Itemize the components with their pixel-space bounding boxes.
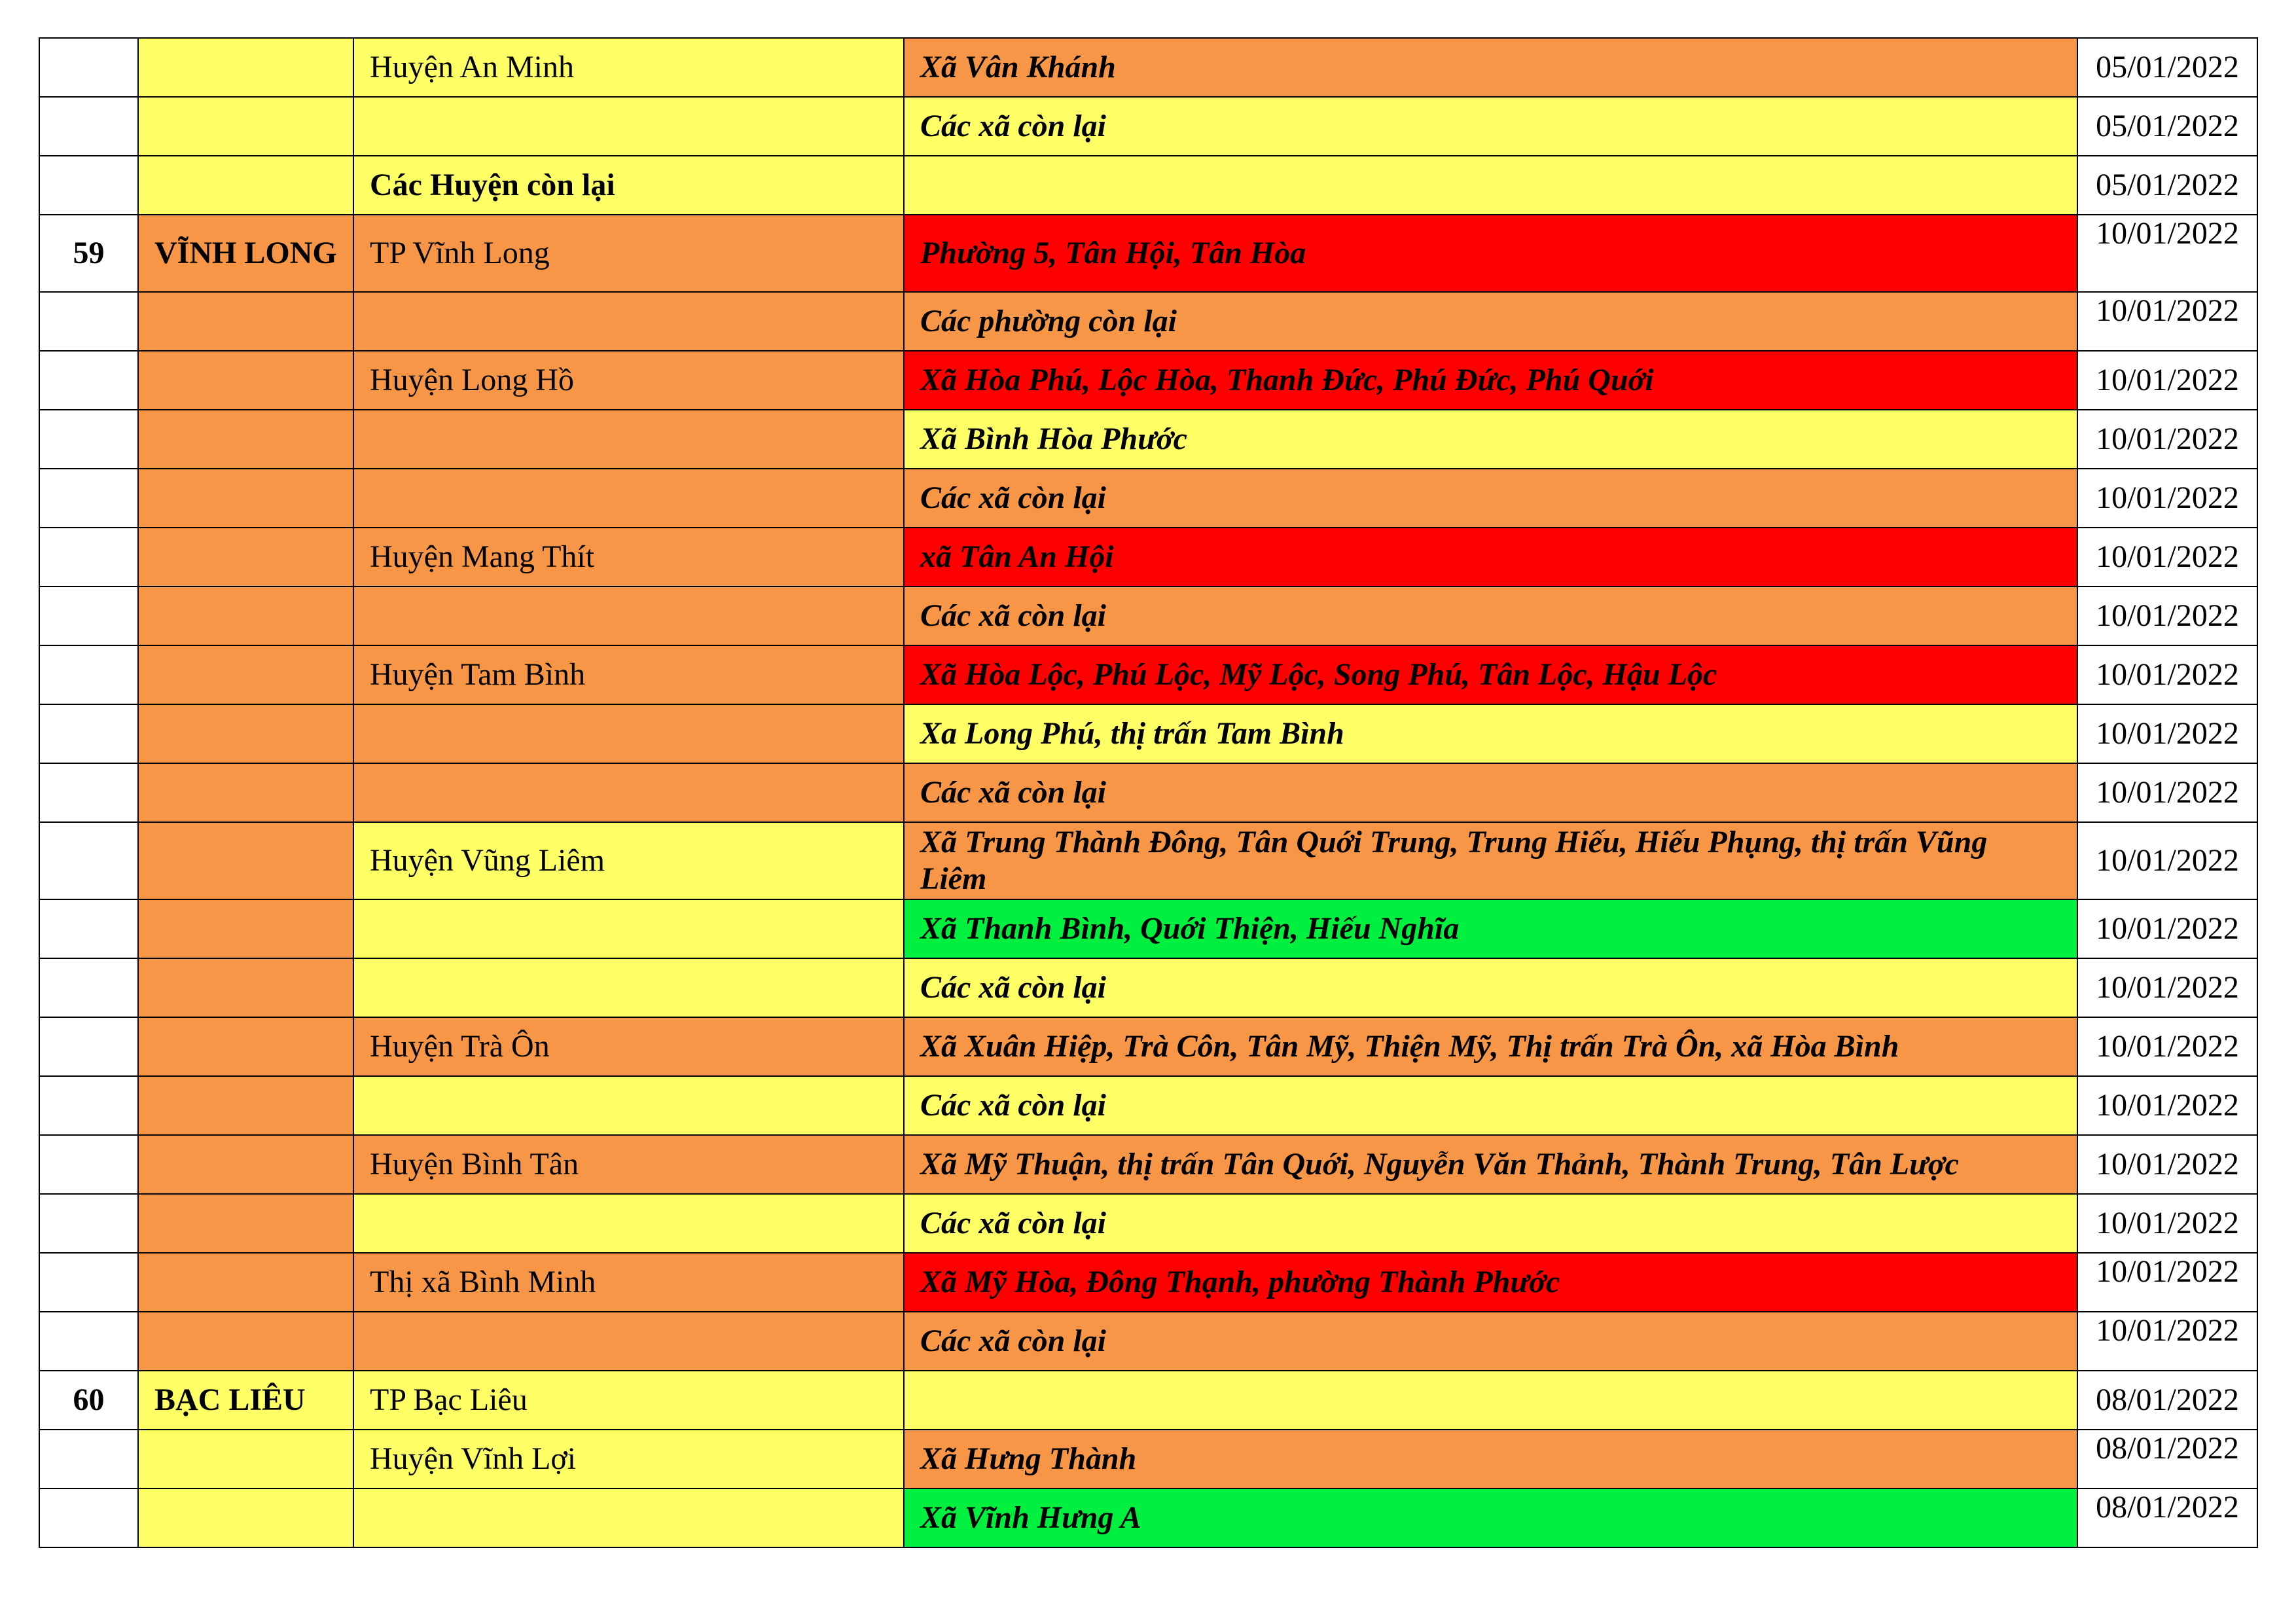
- cell-district: [353, 899, 904, 958]
- cell-district: Huyện Vĩnh Lợi: [353, 1430, 904, 1489]
- cell-province: [138, 822, 353, 899]
- table-row: [39, 215, 2257, 292]
- cell-ward: Xã Vân Khánh: [904, 38, 2077, 97]
- cell-province: [138, 292, 353, 351]
- cell-province: [138, 156, 353, 215]
- cell-ward: Các phường còn lại: [904, 292, 2077, 351]
- cell-date: 10/01/2022: [2077, 645, 2257, 704]
- cell-district: [353, 1076, 904, 1135]
- cell-ward: Các xã còn lại: [904, 958, 2077, 1017]
- cell-stt: [39, 704, 138, 763]
- cell-ward: Xã Hưng Thành: [904, 1430, 2077, 1489]
- table-row: [39, 1371, 2257, 1430]
- cell-date: 10/01/2022: [2077, 1194, 2257, 1253]
- cell-district: Huyện Tam Bình: [353, 645, 904, 704]
- table-row: [39, 528, 2257, 586]
- table-row: [39, 351, 2257, 410]
- cell-date: 10/01/2022: [2077, 410, 2257, 469]
- cell-district: [353, 1489, 904, 1547]
- table-row: [39, 1312, 2257, 1371]
- table-row: [39, 1076, 2257, 1135]
- cell-stt: [39, 645, 138, 704]
- cell-province: [138, 410, 353, 469]
- cell-date: 05/01/2022: [2077, 97, 2257, 156]
- table-row: [39, 1135, 2257, 1194]
- table-row: [39, 1194, 2257, 1253]
- cell-date: 10/01/2022: [2077, 292, 2257, 351]
- cell-district: Các Huyện còn lại: [353, 156, 904, 215]
- cell-district: [353, 1194, 904, 1253]
- cell-stt: [39, 586, 138, 645]
- cell-date: 08/01/2022: [2077, 1430, 2257, 1489]
- table-row: [39, 1253, 2257, 1312]
- cell-stt: [39, 351, 138, 410]
- cell-province: [138, 704, 353, 763]
- cell-province: [138, 763, 353, 822]
- cell-stt: [39, 763, 138, 822]
- cell-district: [353, 763, 904, 822]
- cell-district: [353, 586, 904, 645]
- cell-ward: Các xã còn lại: [904, 586, 2077, 645]
- cell-ward: Xã Bình Hòa Phước: [904, 410, 2077, 469]
- cell-ward: Các xã còn lại: [904, 1076, 2077, 1135]
- cell-province: [138, 1194, 353, 1253]
- cell-district: [353, 958, 904, 1017]
- table-row: [39, 292, 2257, 351]
- cell-province: [138, 1076, 353, 1135]
- cell-district: [353, 97, 904, 156]
- table-row: [39, 586, 2257, 645]
- cell-province: [138, 1017, 353, 1076]
- cell-date: 10/01/2022: [2077, 958, 2257, 1017]
- table-row: [39, 156, 2257, 215]
- table-row: [39, 899, 2257, 958]
- cell-stt: [39, 1076, 138, 1135]
- cell-province: [138, 958, 353, 1017]
- cell-date: 10/01/2022: [2077, 1076, 2257, 1135]
- cell-district: [353, 292, 904, 351]
- cell-province: [138, 469, 353, 528]
- table-row: [39, 38, 2257, 97]
- cell-stt: [39, 38, 138, 97]
- cell-stt: [39, 156, 138, 215]
- cell-ward: Xã Vĩnh Hưng A: [904, 1489, 2077, 1547]
- table-row: [39, 469, 2257, 528]
- cell-district: [353, 704, 904, 763]
- cell-date: 05/01/2022: [2077, 38, 2257, 97]
- cell-district: Huyện Vũng Liêm: [353, 822, 904, 899]
- cell-ward: Xã Hòa Lộc, Phú Lộc, Mỹ Lộc, Song Phú, Tân Lộc, Hậu Lộc: [904, 645, 2077, 704]
- cell-date: 10/01/2022: [2077, 899, 2257, 958]
- cell-stt: [39, 292, 138, 351]
- cell-date: 10/01/2022: [2077, 586, 2257, 645]
- cell-stt: [39, 97, 138, 156]
- cell-district: Huyện Long Hồ: [353, 351, 904, 410]
- cell-date: 10/01/2022: [2077, 1312, 2257, 1371]
- cell-province: [138, 97, 353, 156]
- table-row: [39, 410, 2257, 469]
- cell-ward: Các xã còn lại: [904, 1194, 2077, 1253]
- cell-stt: 60: [39, 1371, 138, 1430]
- cell-province: [138, 899, 353, 958]
- cell-stt: [39, 528, 138, 586]
- cell-stt: [39, 469, 138, 528]
- cell-date: 08/01/2022: [2077, 1489, 2257, 1547]
- cell-district: TP Bạc Liêu: [353, 1371, 904, 1430]
- cell-province: [138, 645, 353, 704]
- cell-district: Huyện Trà Ôn: [353, 1017, 904, 1076]
- cell-ward: Các xã còn lại: [904, 97, 2077, 156]
- cell-province: [138, 351, 353, 410]
- cell-date: 10/01/2022: [2077, 1017, 2257, 1076]
- cell-district: Thị xã Bình Minh: [353, 1253, 904, 1312]
- cell-stt: [39, 1312, 138, 1371]
- cell-district: [353, 410, 904, 469]
- cell-province: [138, 1430, 353, 1489]
- cell-district: Huyện Bình Tân: [353, 1135, 904, 1194]
- cell-date: 10/01/2022: [2077, 704, 2257, 763]
- cell-stt: [39, 899, 138, 958]
- cell-date: 10/01/2022: [2077, 469, 2257, 528]
- cell-district: [353, 469, 904, 528]
- cell-date: 10/01/2022: [2077, 822, 2257, 899]
- cell-stt: [39, 1135, 138, 1194]
- cell-ward: Các xã còn lại: [904, 1312, 2077, 1371]
- cell-date: 05/01/2022: [2077, 156, 2257, 215]
- cell-ward: [904, 1371, 2077, 1430]
- cell-date: 10/01/2022: [2077, 215, 2257, 292]
- cell-stt: [39, 1430, 138, 1489]
- cell-district: [353, 1312, 904, 1371]
- cell-date: 10/01/2022: [2077, 1253, 2257, 1312]
- cell-district: TP Vĩnh Long: [353, 215, 904, 292]
- cell-ward: [904, 156, 2077, 215]
- cell-ward: Xã Xuân Hiệp, Trà Côn, Tân Mỹ, Thiện Mỹ, Thị trấn Trà Ôn, xã Hòa Bình: [904, 1017, 2077, 1076]
- cell-date: 10/01/2022: [2077, 528, 2257, 586]
- cell-stt: [39, 822, 138, 899]
- table-row: [39, 1017, 2257, 1076]
- table-row: [39, 704, 2257, 763]
- cell-date: 10/01/2022: [2077, 1135, 2257, 1194]
- cell-ward: Xã Thanh Bình, Quới Thiện, Hiếu Nghĩa: [904, 899, 2077, 958]
- cell-province: [138, 1253, 353, 1312]
- cell-ward: xã Tân An Hội: [904, 528, 2077, 586]
- cell-ward: Xã Trung Thành Đông, Tân Quới Trung, Trung Hiếu, Hiếu Phụng, thị trấn Vũng Liêm: [904, 822, 2077, 899]
- cell-province: [138, 38, 353, 97]
- table-row: [39, 958, 2257, 1017]
- cell-stt: [39, 1253, 138, 1312]
- cell-ward: Xã Mỹ Thuận, thị trấn Tân Quới, Nguyễn Văn Thảnh, Thành Trung, Tân Lược: [904, 1135, 2077, 1194]
- table-body: [39, 38, 2257, 1547]
- cell-province: [138, 586, 353, 645]
- cell-ward: Các xã còn lại: [904, 763, 2077, 822]
- cell-province: VĨNH LONG: [138, 215, 353, 292]
- table-row: [39, 645, 2257, 704]
- cell-date: 10/01/2022: [2077, 351, 2257, 410]
- cell-stt: [39, 1194, 138, 1253]
- cell-stt: [39, 410, 138, 469]
- covid-risk-level-table: [39, 37, 2258, 1548]
- cell-province: [138, 528, 353, 586]
- table-row: [39, 822, 2257, 899]
- cell-ward: Phường 5, Tân Hội, Tân Hòa: [904, 215, 2077, 292]
- cell-ward: Xã Mỹ Hòa, Đông Thạnh, phường Thành Phước: [904, 1253, 2077, 1312]
- table-row: [39, 1430, 2257, 1489]
- cell-stt: 59: [39, 215, 138, 292]
- cell-stt: [39, 1017, 138, 1076]
- table-row: [39, 763, 2257, 822]
- cell-stt: [39, 958, 138, 1017]
- cell-ward: Xã Hòa Phú, Lộc Hòa, Thanh Đức, Phú Đức, Phú Quới: [904, 351, 2077, 410]
- cell-province: [138, 1135, 353, 1194]
- table-row: [39, 97, 2257, 156]
- cell-province: [138, 1489, 353, 1547]
- table-row: [39, 1489, 2257, 1547]
- cell-district: Huyện Mang Thít: [353, 528, 904, 586]
- cell-province: BẠC LIÊU: [138, 1371, 353, 1430]
- cell-date: 08/01/2022: [2077, 1371, 2257, 1430]
- cell-stt: [39, 1489, 138, 1547]
- cell-ward: Xa Long Phú, thị trấn Tam Bình: [904, 704, 2077, 763]
- cell-date: 10/01/2022: [2077, 763, 2257, 822]
- cell-province: [138, 1312, 353, 1371]
- cell-ward: Các xã còn lại: [904, 469, 2077, 528]
- cell-district: Huyện An Minh: [353, 38, 904, 97]
